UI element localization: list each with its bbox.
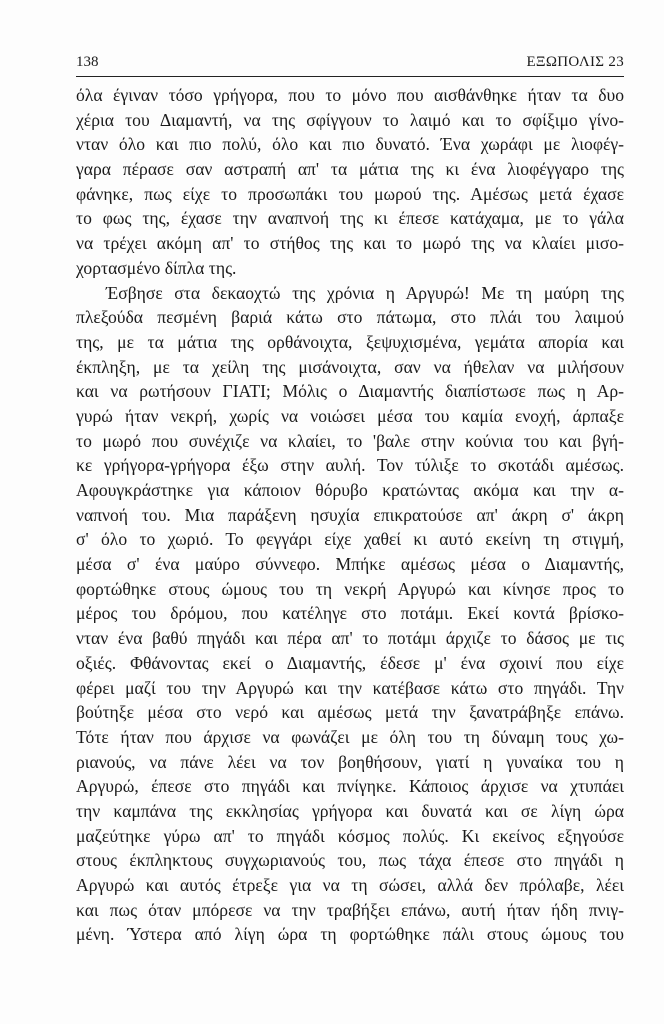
text-line: σ' όλο το χωριό. Το φεγγάρι είχε χαθεί κι αυτό εκείνη τη στιγμή, <box>76 529 624 550</box>
text-line: Αργυρώ, έπεσε στο πηγάδι και πνίγηκε. Κάποιος άρχισε να χτυπάει <box>76 776 624 797</box>
body-text <box>76 83 624 947</box>
text-line: μαζεύτηκε γύρω απ' το πηγάδι κόσμος πολύς. Κι εκείνος εξηγούσε <box>76 825 624 846</box>
text-line: Τότε ήταν που άρχισε να φωνάζει με όλη του τη δύναμη τους χω- <box>76 726 624 747</box>
text-line: και πως όταν μπόρεσε να την τραβήξει επάνω, αυτή ήταν ήδη πνιγ- <box>76 899 624 920</box>
text-line: έκπληξη, με τα χείλη της μισάνοιχτα, σαν να ήθελαν να μιλήσουν <box>76 356 624 377</box>
text-line: οξιές. Φθάνοντας εκεί ο Διαμαντής, έδεσε μ' ένα σχοινί που είχε <box>76 652 624 673</box>
text-line: την καμπάνα της εκκλησίας γρήγορα και δυνατά και σε λίγη ώρα <box>76 800 624 821</box>
paragraph-first-line: Έσβησε στα δεκαοχτώ της χρόνια η Αργυρώ! Με τη μαύρη της <box>106 282 624 303</box>
text-line: ναπνοή του. Μια παράξενη ησυχία επικρατούσε απ' άκρη σ' άκρη <box>76 504 624 525</box>
running-head <box>76 52 624 72</box>
text-line: στους έκπληκτους συγχωριανούς του, πως τάχα έπεσε στο πηγάδι η <box>76 850 624 871</box>
text-line: κε γρήγορα-γρήγορα έξω στην αυλή. Τον τύλιξε το σκοτάδι αμέσως. <box>76 455 624 476</box>
text-line: το φως της, έχασε την αναπνοή της κι έπεσε κατάχαμα, με το γάλα <box>76 208 624 229</box>
text-line: φέρει μαζί του την Αργυρώ και την κατέβασε κάτω στο πηγάδι. Την <box>76 677 624 698</box>
text-line: μέσα σ' ένα μαύρο σύννεφο. Μπήκε αμέσως μέσα ο Διαμαντής, <box>76 554 624 575</box>
running-title: ΕΞΩΠΟΛΙΣ 23 <box>526 54 624 70</box>
text-line: βούτηξε μέσα στο νερό και αμέσως μετά την ξανατράβηξε επάνω. <box>76 702 624 723</box>
text-line: νταν όλο και πιο πολύ, όλο και πιο δυνατό. Ένα χωράφι με λιοφέγ- <box>76 134 624 155</box>
text-line: νταν ένα βαθύ πηγάδι και πέρα απ' το ποτάμι άρχιζε το δάσος με τις <box>76 628 624 649</box>
paragraph-end-line: χορτασμένο δίπλα της. <box>76 257 237 278</box>
text-line: μέρος του δρόμου, που κατέληγε στο ποτάμι. Εκεί κοντά βρίσκο- <box>76 603 624 624</box>
text-line: της, με τα μάτια της ορθάνοιχτα, ξεψυχισμένα, γεμάτα απορία και <box>76 331 624 352</box>
text-line: γυρώ ήταν νεκρή, χωρίς να νοιώσει μέσα του καμία ενοχή, άρπαξε <box>76 405 624 426</box>
text-line: όλα έγιναν τόσο γρήγορα, που το μόνο που αισθάνθηκε ήταν τα δυο <box>76 85 624 105</box>
text-line: πλεξούδα πεσμένη βαριά κάτω στο πάτωμα, στο πλάι του λαιμού <box>76 307 624 328</box>
text-line: Αργυρώ και αυτός έτρεξε για να τη σώσει, αλλά δεν πρόλαβε, λέει <box>76 875 624 895</box>
text-line: το μωρό που συνέχιζε να κλαίει, το 'βαλε στην κούνια του και βγή- <box>76 430 624 451</box>
text-line: Αφουγκράστηκε για κάποιον θόρυβο κρατώντας ακόμα και την α- <box>76 480 624 500</box>
header-rule <box>76 76 624 77</box>
text-line: χέρια του Διαμαντή, να της σφίγγουν το λαιμό και το σφίξιμο γίνο- <box>76 109 624 130</box>
page-number: 138 <box>76 54 99 70</box>
text-line: ριανούς, να πάνε λέει να τον βοηθήσουν, γιατί η γυναίκα του η <box>76 751 624 772</box>
text-line: μένη. Ύστερα από λίγη ώρα τη φορτώθηκε πάλι στους ώμους του <box>76 924 624 945</box>
text-line: φορτώθηκε στους ώμους του τη νεκρή Αργυρώ και κίνησε προς το <box>76 578 624 599</box>
text-line: να τρέχει ακόμη απ' το στήθος της και το μωρό της να κλαίει μισο- <box>76 233 624 254</box>
text-line: και να ρωτήσουν ΓΙΑΤΙ; Μόλις ο Διαμαντής διαπίστωσε πως η Αρ- <box>76 381 624 402</box>
text-line: γαρα πέρασε σαν αστραπή απ' τα μάτια της κι ένα λιοφέγγαρο της <box>76 159 624 180</box>
text-line: φάνηκε, πως είχε το προσωπάκι του μωρού της. Αμέσως μετά έχασε <box>76 183 624 204</box>
